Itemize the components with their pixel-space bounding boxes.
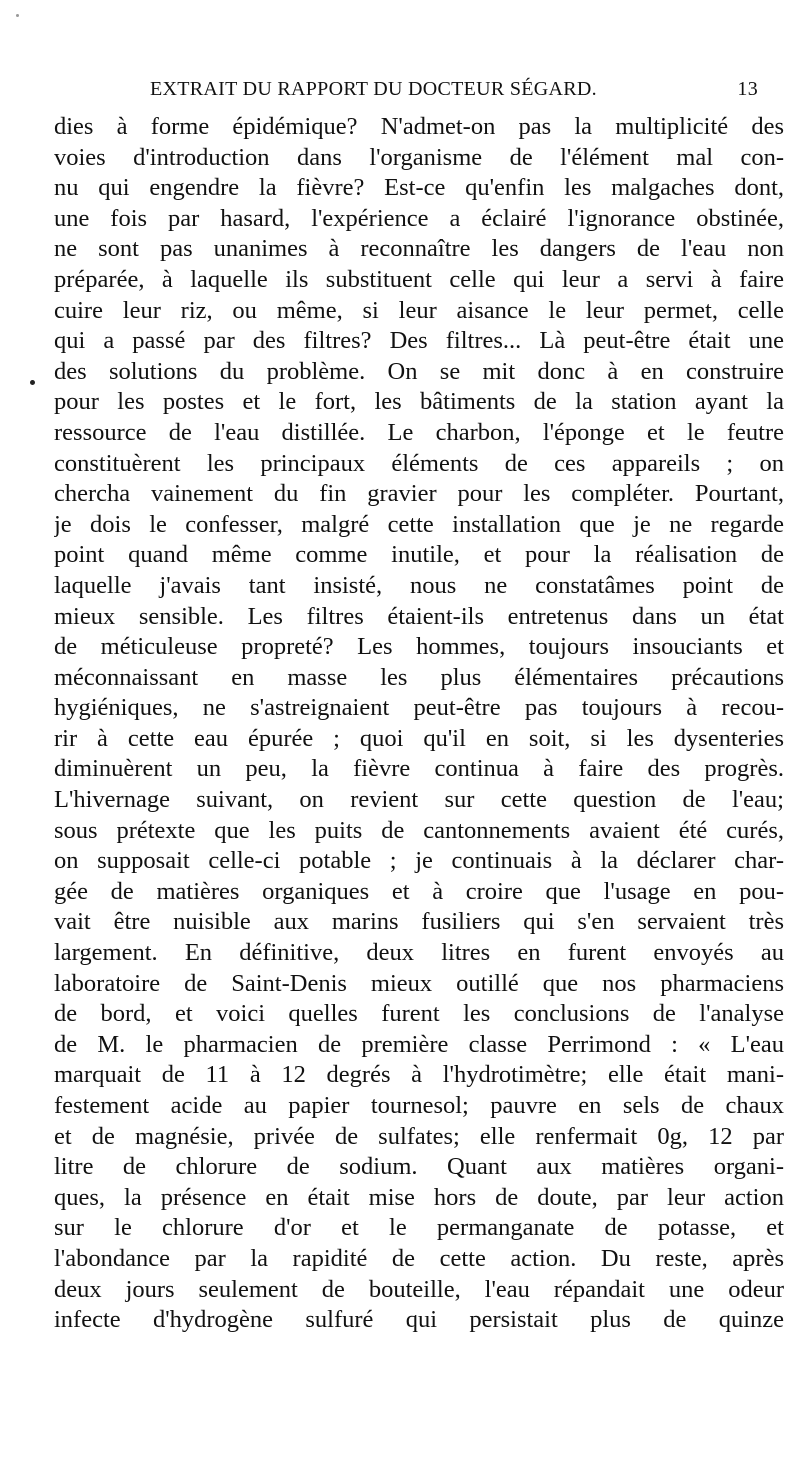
text-line: de méticuleuse propreté? Les hommes, toujours insouciants et [54, 633, 784, 661]
text-line: nu qui engendre la fièvre? Est-ce qu'enfin les malgaches dont, [54, 174, 784, 202]
text-line: laboratoire de Saint-Denis mieux outillé que nos pharmaciens [54, 969, 784, 997]
text-line: qui a passé par des filtres? Des filtres... Là peut-être était une [54, 327, 784, 355]
text-line: point quand même comme inutile, et pour la réalisation de [54, 541, 784, 569]
text-line: laquelle j'avais tant insisté, nous ne constatâmes point de [54, 571, 784, 599]
text-line: chercha vainement du fin gravier pour les compléter. Pourtant, [54, 480, 784, 508]
text-line: ressource de l'eau distillée. Le charbon, l'éponge et le feutre [54, 418, 784, 446]
text-line: voies d'introduction dans l'organisme de l'élément mal con- [54, 143, 784, 171]
margin-mark [30, 380, 35, 385]
text-line: litre de chlorure de sodium. Quant aux matières organi- [54, 1153, 784, 1181]
scan-speck [16, 14, 19, 17]
text-line: marquait de 11 à 12 degrés à l'hydrotimètre; elle était mani- [54, 1061, 784, 1089]
text-line: rir à cette eau épurée ; quoi qu'il en soit, si les dysenteries [54, 724, 784, 752]
text-line: pour les postes et le fort, les bâtiments de la station ayant la [54, 388, 784, 416]
text-line: infecte d'hydrogène sulfuré qui persistait plus de quinze [54, 1306, 784, 1334]
text-line: L'hivernage suivant, on revient sur cette question de l'eau; [54, 786, 784, 814]
text-line: diminuèrent un peu, la fièvre continua à faire des progrès. [54, 755, 784, 783]
text-line: des solutions du problème. On se mit donc à en construire [54, 357, 784, 385]
text-line: largement. En définitive, deux litres en furent envoyés au [54, 939, 784, 967]
text-line: festement acide au papier tournesol; pauvre en sels de chaux [54, 1092, 784, 1119]
running-title: EXTRAIT DU RAPPORT DU DOCTEUR SÉGARD. [150, 78, 597, 100]
text-line: préparée, à laquelle ils substituent celle qui leur a servi à faire [54, 265, 784, 293]
text-line: mieux sensible. Les filtres étaient-ils entretenus dans un état [54, 602, 784, 630]
text-line: ques, la présence en était mise hors de doute, par leur action [54, 1183, 784, 1211]
text-line: sous prétexte que les puits de cantonnements avaient été curés, [54, 816, 784, 844]
text-line: de M. le pharmacien de première classe Perrimond : « L'eau [54, 1030, 784, 1058]
text-line: une fois par hasard, l'expérience a éclairé l'ignorance obstinée, [54, 204, 784, 232]
text-line: ne sont pas unanimes à reconnaître les dangers de l'eau non [54, 235, 784, 263]
text-line: l'abondance par la rapidité de cette action. Du reste, après [54, 1244, 784, 1272]
page-number: 13 [737, 78, 758, 100]
text-line: hygiéniques, ne s'astreignaient peut-être pas toujours à recou- [54, 694, 784, 722]
text-line: cuire leur riz, ou même, si leur aisance le leur permet, celle [54, 296, 784, 324]
text-line: gée de matières organiques et à croire que l'usage en pou- [54, 877, 784, 905]
text-line: constituèrent les principaux éléments de ces appareils ; on [54, 449, 784, 477]
text-line: et de magnésie, privée de sulfates; elle renfermait 0g, 12 par [54, 1122, 784, 1150]
running-header [150, 78, 758, 108]
text-line: on supposait celle-ci potable ; je continuais à la déclarer char- [54, 847, 784, 875]
text-line: je dois le confesser, malgré cette installation que je ne regarde [54, 510, 784, 538]
body-paragraph [54, 112, 784, 1336]
text-line: deux jours seulement de bouteille, l'eau répandait une odeur [54, 1275, 784, 1303]
text-line: de bord, et voici quelles furent les conclusions de l'analyse [54, 1000, 784, 1028]
text-line: méconnaissant en masse les plus élémentaires précautions [54, 663, 784, 691]
text-line: sur le chlorure d'or et le permanganate de potasse, et [54, 1214, 784, 1242]
text-line: dies à forme épidémique? N'admet-on pas la multiplicité des [54, 113, 784, 140]
text-line: vait être nuisible aux marins fusiliers qui s'en servaient très [54, 908, 784, 936]
